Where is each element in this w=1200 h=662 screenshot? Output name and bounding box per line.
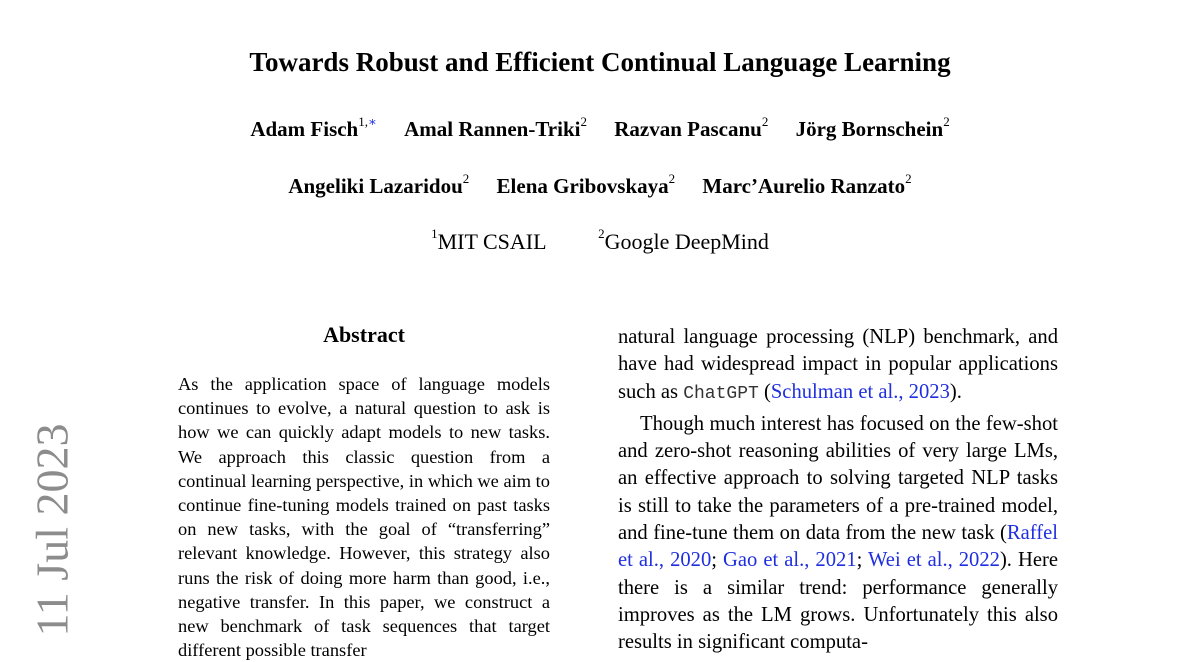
author-gribovskaya: Elena Gribovskaya$^2$: [496, 171, 676, 198]
affiliation-google-deepmind: $^2$Google DeepMind: [598, 226, 769, 254]
intro-paragraph-2: Though much interest has focused on the few-shot and zero-shot reasoning abilities of very large LMs, an effective approach to solving targeted NLP tasks is still to take the parameters of a pre-trained model, and fine-tune them on data from the new task (Raffel et al., 2020; Gao et al., 2021; Wei et al., 2022). Here there is a similar trend: performance generally improves as the LM grows. Unfortunately this also results in significant computa-: [618, 412, 1058, 654]
abstract-body: As the application space of language models continues to evolve, a natural question to ask is how we can quickly adapt models to new tasks. We approach this classic question from a continual learning perspective, in which we aim to continue fine-tuning models trained on past tasks on new tasks, with the goal of “transferring” relevant knowledge. However, this strategy also runs the risk of doing more harm than good, i.e., negative transfer. In this paper, we construct a new benchmark of task sequences that target different possible transfer: [178, 374, 550, 661]
author-pascanu: Razvan Pascanu$^2$: [614, 114, 769, 141]
author-ranzato: Marc’Aurelio Ranzato$^2$: [702, 171, 912, 198]
author-list-row-2: [0, 171, 1200, 199]
author-rannen-triki: Amal Rannen-Triki$^2$: [404, 114, 587, 141]
paper-title: Towards Robust and Efficient Continual Language Learning: [249, 47, 951, 77]
arxiv-date-stamp: 11 Jul 2023: [26, 423, 78, 637]
affiliation-mit: $^1$MIT CSAIL: [431, 226, 547, 254]
chatgpt-code-text: ChatGPT: [683, 383, 759, 404]
corresponding-author-mark[interactable]: ∗: [368, 114, 377, 129]
author-bornschein: Jörg Bornschein$^2$: [795, 114, 950, 141]
right-column: [618, 324, 1058, 657]
intro-paragraph-1: natural language processing (NLP) benchmark, and have had widespread impact in popular applications such as ChatGPT (Schulman et al., 2023).: [618, 326, 1058, 404]
citation-raffel-2020[interactable]: Raffel et al., 2020: [618, 522, 1058, 572]
abstract-heading: Abstract: [323, 322, 405, 347]
author-list-row-1: [0, 114, 1200, 142]
citation-gao-2021[interactable]: Gao et al., 2021: [723, 549, 857, 572]
author-fisch: Adam Fisch$^{1,∗}$: [250, 114, 377, 141]
citation-wei-2022[interactable]: Wei et al., 2022: [868, 549, 1000, 572]
affiliations: [0, 226, 1200, 255]
citation-schulman-2023[interactable]: Schulman et al., 2023: [770, 380, 950, 403]
author-lazaridou: Angeliki Lazaridou$^2$: [288, 171, 470, 198]
